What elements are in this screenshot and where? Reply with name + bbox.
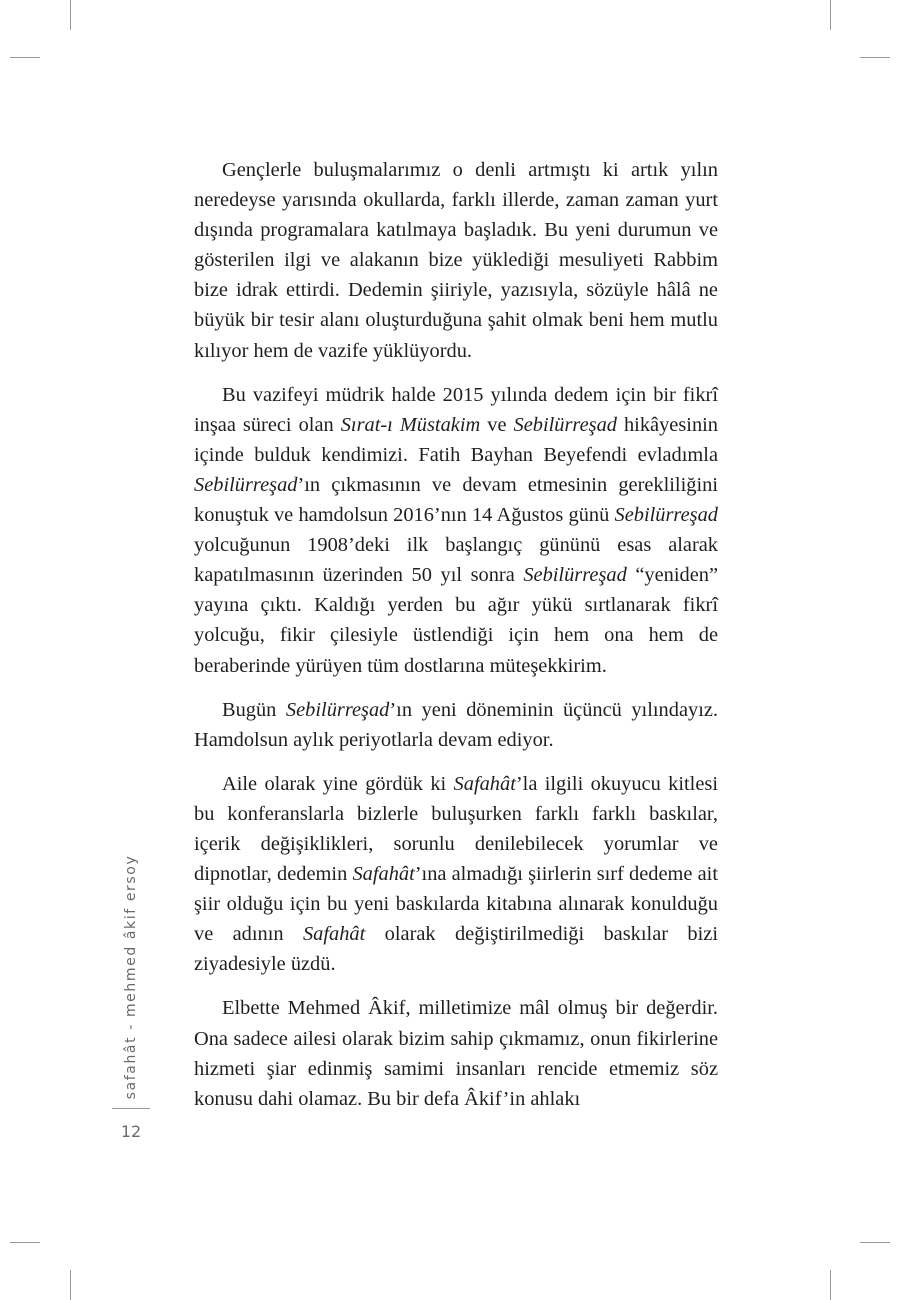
italic-title: Sırat-ı Müstakim: [340, 413, 481, 436]
text-run: ’ına almadığı şiirlerin sırf dedeme ait şiir olduğu için bu yeni baskılarda kitabına alınarak konulduğu ve adının: [194, 863, 718, 946]
crop-mark: [830, 1270, 831, 1300]
folio-divider: [112, 1108, 150, 1109]
paragraph: [194, 993, 718, 1113]
italic-title: Sebilürreşad: [194, 473, 298, 496]
crop-mark: [10, 57, 40, 58]
text-run: ’ın çıkmasının ve devam etmesinin gerekliliğini konuştuk ve hamdolsun 2016’nın 14 Ağustos günü: [194, 473, 718, 527]
text-run: ve: [480, 413, 514, 436]
text-run: hikâyesinin içinde bulduk kendimizi. Fatih Bayhan Beyefendi evladımla: [194, 413, 718, 466]
crop-mark: [70, 1270, 71, 1300]
running-head: safahât - mehmed âkif ersoy: [123, 854, 139, 1100]
paragraph: [194, 695, 718, 755]
crop-mark: [860, 1242, 890, 1243]
text-run: ’ın yeni döneminin üçüncü yılındayız. Hamdolsun aylık periyotlarla devam ediyor.: [194, 698, 719, 751]
italic-title: Safahât: [352, 863, 415, 886]
italic-title: Sebilürreşad: [614, 504, 718, 527]
crop-mark: [10, 1242, 40, 1243]
page-number: 12: [120, 1122, 142, 1141]
text-run: Aile olarak yine gördük ki: [222, 772, 454, 795]
crop-mark: [830, 0, 831, 30]
italic-title: Sebilürreşad: [513, 413, 617, 436]
crop-mark: [70, 0, 71, 30]
text-run: Elbette Mehmed Âkif, milletimize mâl olmuş bir değerdir. Ona sadece ailesi olarak bizim sahip çıkmamız, onun fikirlerine hizmeti şiar edinmiş samimi insanları rencide etmemiz söz konusu dahi olamaz. Bu bir defa Âkif’in ahlakı: [194, 997, 718, 1110]
text-run: Gençlerle buluşmalarımız o denli artmıştı ki artık yılın neredeyse yarısında okullarda, farklı illerde, zaman zaman yurt dışında programalara katılmaya başladık. Bu yeni durumun ve gösterilen ilgi ve alakanın bize yüklediği mesuliyeti Rabbim bize idrak ettirdi. Dedemin şiiriyle, yazısıyla, sözüyle hâlâ ne büyük bir tesir alanı oluşturduğuna şahit olmak beni hem mutlu kılıyor hem de vazife yüklüyordu.: [194, 159, 718, 362]
text-run: “yeniden” yayına çıktı. Kaldığı yerden bu ağır yükü sırtlanarak fikrî yolcuğu, fikir çilesiyle üstlendiği için hem ona hem de beraberinde yürüyen tüm dostlarına müteşekkirim.: [194, 564, 719, 677]
body-text: [194, 155, 718, 1114]
italic-title: Sebilürreşad: [285, 698, 390, 721]
text-run: Bugün: [222, 698, 286, 721]
italic-title: Sebilürreşad: [523, 564, 627, 587]
paragraph: [194, 380, 718, 681]
crop-mark: [860, 57, 890, 58]
italic-title: Safahât: [302, 923, 366, 946]
text-run: Bu vazifeyi müdrik halde 2015 yılında dedem için bir fikrî inşaa süreci olan: [194, 383, 718, 436]
text-run: ’la ilgili okuyucu kitlesi bu konferanslarla bizlerle buluşurken farklı farklı baskılar, içerik değişiklikleri, sorunlu denilebilecek yorumlar ve dipnotlar, dedemin: [194, 772, 718, 886]
paragraph: [194, 155, 718, 366]
paragraph: [194, 769, 718, 980]
italic-title: Safahât: [453, 772, 516, 795]
text-run: yolcuğunun 1908’deki ilk başlangıç gününü esas alarak kapatılmasının üzerinden 50 yıl sonra: [194, 534, 718, 587]
text-run: olarak değiştirilmediği baskılar bizi ziyadesiyle üzdü.: [194, 923, 718, 976]
